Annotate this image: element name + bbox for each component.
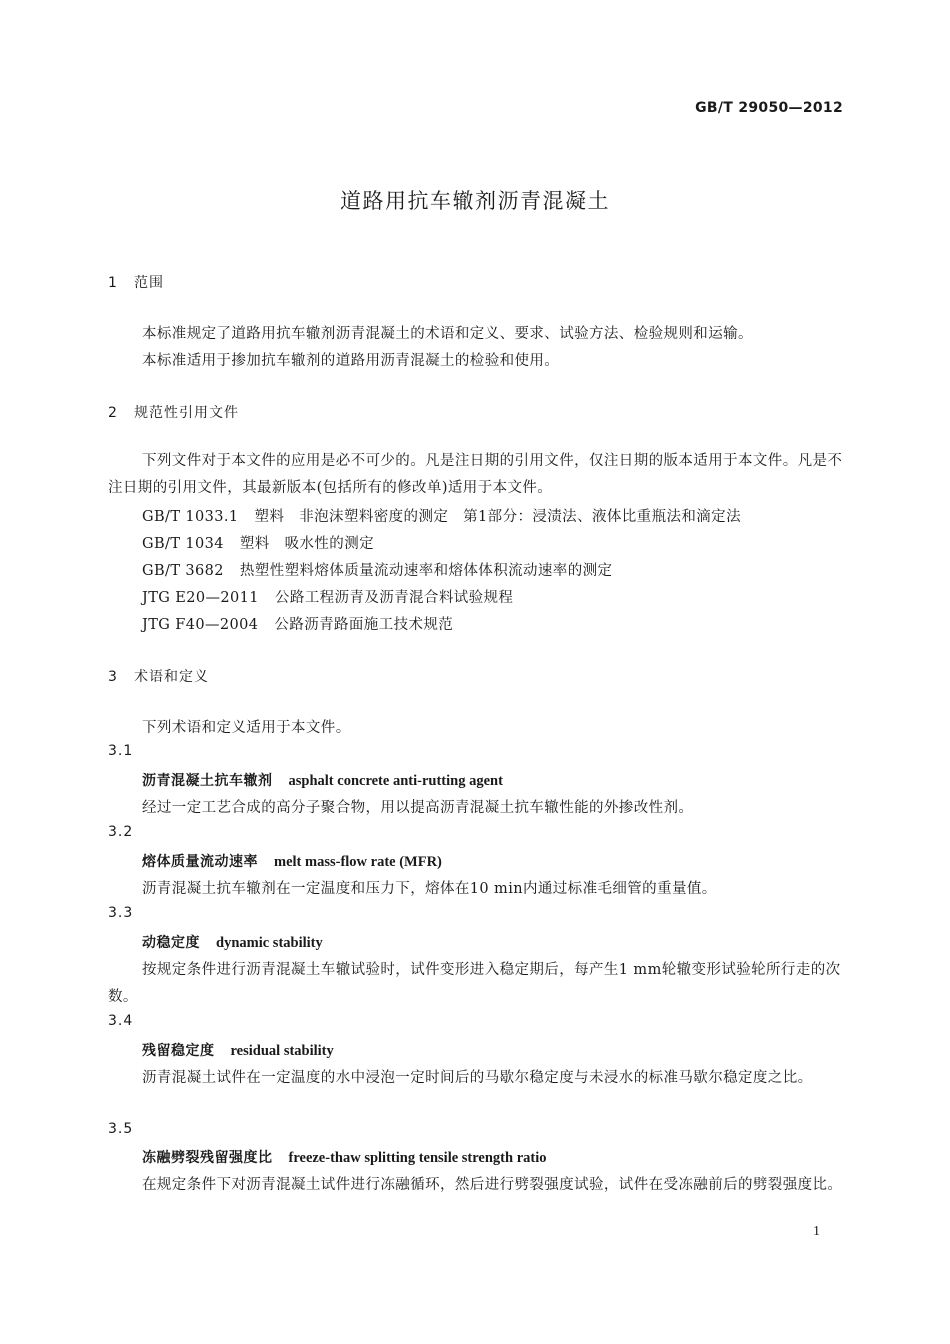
- term-heading: [142, 851, 442, 871]
- reference-title: 塑料 非泡沫塑料密度的测定 第1部分：浸渍法、液体比重瓶法和滴定法: [254, 509, 741, 525]
- section-number: 2: [108, 405, 117, 421]
- section-number: 3: [108, 669, 117, 685]
- term-definition: 沥青混凝土抗车辙剂在一定温度和压力下，熔体在10 min内通过标准毛细管的重量值。: [142, 881, 717, 897]
- reference-title: 公路工程沥青及沥青混合料试验规程: [274, 590, 514, 606]
- term-english: asphalt concrete anti-rutting agent: [288, 773, 503, 789]
- standard-number: GB/T 29050—2012: [695, 100, 843, 116]
- reference-item: [142, 532, 374, 553]
- term-english: melt mass-flow rate (MFR): [274, 854, 442, 870]
- page-number: 1: [813, 1224, 820, 1239]
- term-chinese: 冻融劈裂残留强度比: [142, 1150, 273, 1166]
- term-heading: [142, 932, 323, 952]
- term-number: 3.1: [108, 743, 134, 759]
- term-chinese: 沥青混凝土抗车辙剂: [142, 773, 273, 789]
- term-definition: 在规定条件下对沥青混凝土试件进行冻融循环，然后进行劈裂强度试验，试件在受冻融前后的劈裂强度比。: [142, 1177, 843, 1193]
- reference-title: 热塑性塑料熔体质量流动速率和熔体体积流动速率的测定: [239, 563, 613, 579]
- term-number: 3.5: [108, 1121, 134, 1137]
- term-number: 3.3: [108, 905, 134, 921]
- document-title: 道路用抗车辙剂沥青混凝土: [340, 189, 610, 213]
- reference-item: [142, 505, 741, 526]
- section-1-heading: [108, 272, 164, 292]
- term-chinese: 熔体质量流动速率: [142, 854, 258, 870]
- section-3-intro: 下列术语和定义适用于本文件。: [142, 720, 351, 736]
- reference-item: [142, 586, 513, 607]
- term-english: freeze-thaw splitting tensile strength ratio: [288, 1150, 547, 1166]
- term-english: residual stability: [230, 1043, 334, 1059]
- section-number: 1: [108, 275, 117, 291]
- reference-title: 塑料 吸水性的测定: [239, 536, 375, 552]
- section-title: 范围: [134, 275, 164, 291]
- section-title: 术语和定义: [134, 669, 209, 685]
- term-definition: 按规定条件进行沥青混凝土车辙试验时，试件变形进入稳定期后，每产生1 mm轮辙变形试验轮所行走的次数。: [108, 962, 841, 1005]
- reference-code: JTG E20—2011: [142, 590, 259, 606]
- section-3-heading: [108, 666, 209, 686]
- reference-code: JTG F40—2004: [142, 617, 259, 633]
- reference-title: 公路沥青路面施工技术规范: [274, 617, 454, 633]
- section-2-heading: [108, 402, 239, 422]
- term-english: dynamic stability: [216, 935, 323, 951]
- term-chinese: 残留稳定度: [142, 1043, 215, 1059]
- term-heading: [142, 1147, 547, 1167]
- term-definition: 沥青混凝土试件在一定温度的水中浸泡一定时间后的马歇尔稳定度与未浸水的标准马歇尔稳定度之比。: [142, 1070, 813, 1086]
- section-2-intro: 下列文件对于本文件的应用是必不可少的。凡是注日期的引用文件，仅注日期的版本适用于本文件。凡是不注日期的引用文件，其最新版本(包括所有的修改单)适用于本文件。: [108, 453, 843, 496]
- reference-item: [142, 613, 453, 634]
- term-definition: 经过一定工艺合成的高分子聚合物，用以提高沥青混凝土抗车辙性能的外掺改性剂。: [142, 800, 694, 816]
- term-number: 3.2: [108, 824, 134, 840]
- section-title: 规范性引用文件: [134, 405, 239, 421]
- term-heading: [142, 770, 503, 790]
- term-heading: [142, 1040, 334, 1060]
- section-1-paragraph-1: 本标准规定了道路用抗车辙剂沥青混凝土的术语和定义、要求、试验方法、检验规则和运输。: [142, 326, 753, 342]
- term-number: 3.4: [108, 1013, 134, 1029]
- reference-code: GB/T 1033.1: [142, 509, 239, 525]
- reference-item: [142, 559, 612, 580]
- term-chinese: 动稳定度: [142, 935, 200, 951]
- section-1-paragraph-2: 本标准适用于掺加抗车辙剂的道路用沥青混凝土的检验和使用。: [142, 353, 560, 369]
- reference-code: GB/T 3682: [142, 563, 224, 579]
- reference-code: GB/T 1034: [142, 536, 224, 552]
